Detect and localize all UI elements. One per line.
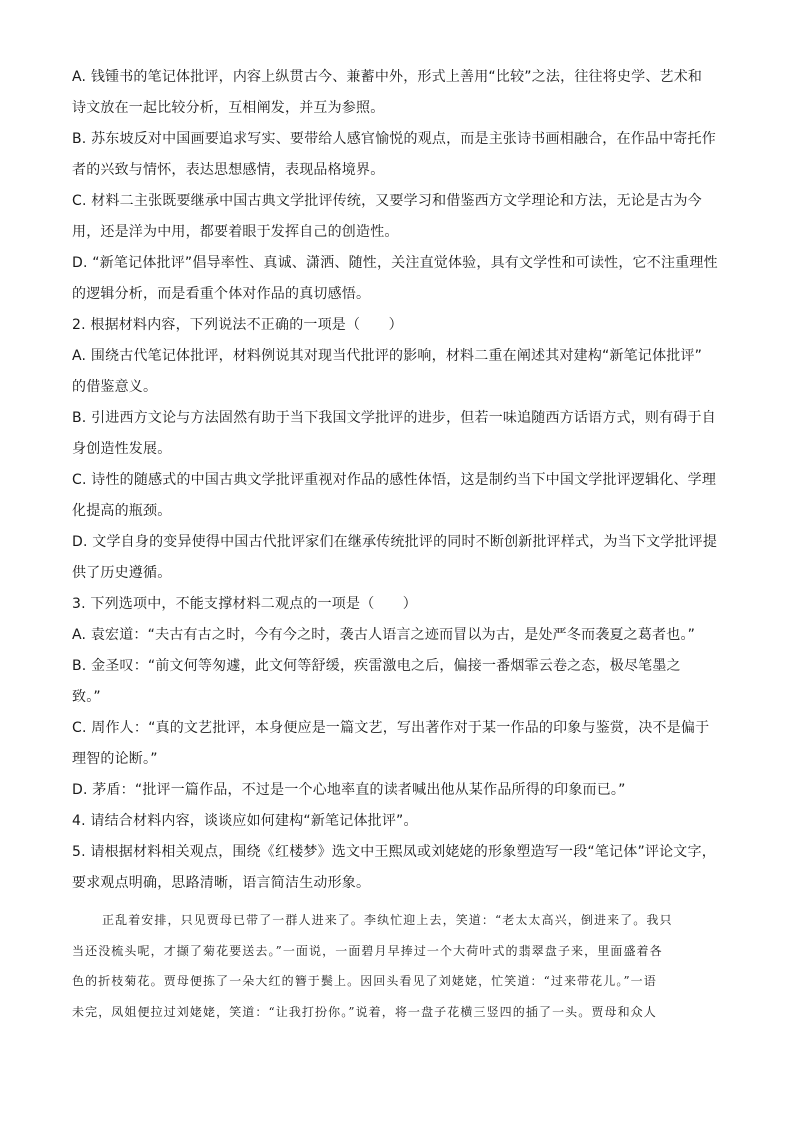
novel-excerpt (72, 905, 722, 1027)
text-line: 诗文放在一起比较分析，互相阐发，并互为参照。 (72, 100, 385, 116)
text-line: 用，还是洋为中用，都要着眼于发挥自己的创造性。 (72, 224, 399, 240)
text-line: A. 围绕古代笔记体批评，材料例说其对现当代批评的影响，材料二重在阐述其对建构“新笔记体批评” (72, 348, 703, 364)
text-line: 供了历史遵循。 (72, 565, 172, 581)
text-line: 理智的论断。” (72, 751, 158, 767)
question-stem: 5. 请根据材料相关观点，围绕《红楼梦》选文中王熙凤或刘姥姥的形象塑造写一段“笔记体”评论文字， (72, 844, 716, 860)
text-line: 要求观点明确，思路清晰，语言简洁生动形象。 (72, 875, 371, 891)
text-line: 者的兴致与情怀，表达思想感情，表现品格境界。 (72, 162, 385, 178)
text-line: D. 文学自身的变异使得中国古代批评家们在继承传统批评的同时不断创新批评样式，为当下文学批评提 (72, 534, 718, 550)
text-line: 的逻辑分析，而是看重个体对作品的真切感悟。 (72, 286, 371, 302)
text-line: D. 茅盾：“批评一篇作品，不过是一个心地率直的读者喊出他从某作品所得的印象而已。” (72, 782, 626, 798)
text-line: C. 诗性的随感式的中国古典文学批评重视对作品的感性体悟，这是制约当下中国文学批评逻辑化、学理 (72, 472, 717, 488)
excerpt-line: 当还没梳头呢，才撷了菊花要送去。”一面说，一面碧月早捧过一个大荷叶式的翡翠盘子来，里面盛着各 (72, 943, 663, 958)
text-line: C. 周作人：“真的文艺批评，本身便应是一篇文艺，写出著作对于某一作品的印象与鉴赏，决不是偏于 (72, 720, 710, 736)
excerpt-line: 色的折枝菊花。贾母便拣了一朵大红的簪于鬓上。因回头看见了刘姥姥，忙笑道：“过来带花儿。”一语 (72, 974, 657, 988)
excerpt-line: 未完，凤姐便拉过刘姥姥，笑道：“让我打扮你。”说着，将一盘子花横三竖四的插了一头。贾母和众人 (72, 1004, 657, 1019)
text-line: B. 苏东坡反对中国画要追求写实、要带给人感官愉悦的观点，而是主张诗书画相融合，在作品中寄托作 (72, 131, 716, 147)
text-line: A. 钱锺书的笔记体批评，内容上纵贯古今、兼蓄中外，形式上善用“比较”之法，往往将史学、艺术和 (72, 69, 703, 85)
document-page (72, 62, 722, 1027)
text-line: D. “新笔记体批评”倡导率性、真诚、潇洒、随性，关注直觉体验，具有文学性和可读性，它不注重理性 (72, 255, 718, 271)
text-line: B. 金圣叹：“前文何等匆遽，此文何等舒缓，疾雷激电之后，偏接一番烟霏云卷之态，极尽笔墨之 (72, 658, 681, 674)
question-stem: 2. 根据材料内容，下列说法不正确的一项是（ ） (72, 317, 403, 333)
text-line: 致。” (72, 689, 101, 705)
text-line: 化提高的瓶颈。 (72, 503, 172, 519)
excerpt-line: 正乱着安排，只见贾母已带了一群人进来了。李纨忙迎上去，笑道：“老太太高兴，倒进来了。我只 (102, 913, 673, 927)
question-stem: 4. 请结合材料内容，谈谈应如何建构“新笔记体批评”。 (72, 813, 418, 829)
question-block (72, 62, 722, 899)
text-line: A. 袁宏道：“夫古有古之时，今有今之时，袭古人语言之迹而冒以为古，是处严冬而袭夏之葛者也。” (72, 627, 696, 643)
question-stem: 3. 下列选项中，不能支撑材料二观点的一项是（ ） (72, 596, 418, 612)
text-line: C. 材料二主张既要继承中国古典文学批评传统，又要学习和借鉴西方文学理论和方法，无论是古为今 (72, 193, 702, 209)
text-line: 的借鉴意义。 (72, 379, 158, 395)
text-line: B. 引进西方文论与方法固然有助于当下我国文学批评的进步，但若一味追随西方话语方式，则有碍于自 (72, 410, 716, 426)
text-line: 身创造性发展。 (72, 441, 172, 457)
